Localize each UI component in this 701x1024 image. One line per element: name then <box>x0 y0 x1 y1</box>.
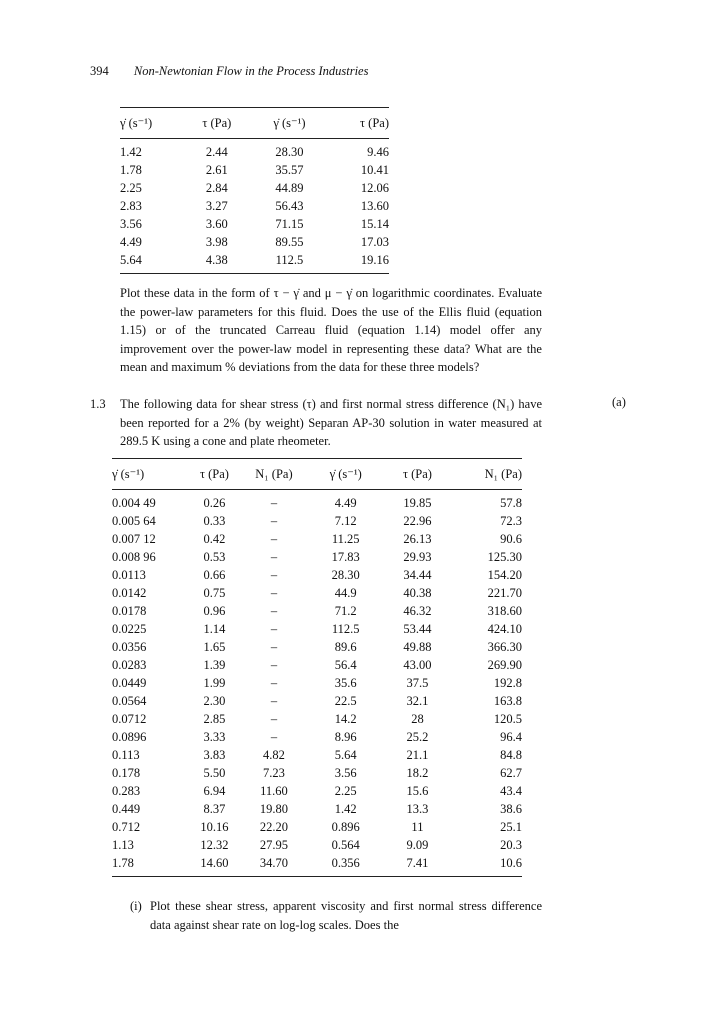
table-row <box>120 215 389 233</box>
table-cell: 8.37 <box>203 802 226 816</box>
table-cell: 0.75 <box>203 586 226 600</box>
table-cell: 10.41 <box>360 163 389 177</box>
table-cell: 0.66 <box>203 568 226 582</box>
table-cell: 5.50 <box>203 766 226 780</box>
table-row <box>112 620 522 638</box>
table-row <box>120 197 389 215</box>
table-cell: 120.5 <box>493 712 522 726</box>
table-row <box>112 584 522 602</box>
table-row <box>120 179 389 197</box>
table-cell: 37.5 <box>406 676 429 690</box>
table-cell: 3.27 <box>205 199 228 213</box>
table-cell: 2.30 <box>203 694 226 708</box>
table-cell: 0.0113 <box>112 568 146 582</box>
table-cell: 0.0178 <box>112 604 147 618</box>
table-cell: 5.64 <box>334 748 357 762</box>
table-cell: 2.61 <box>205 163 228 177</box>
table-cell: 43.00 <box>403 658 432 672</box>
table-cell: 53.44 <box>403 622 432 636</box>
table-cell: 3.56 <box>120 217 142 231</box>
table-cell: 2.25 <box>120 181 142 195</box>
table-cell: 1.42 <box>120 145 142 159</box>
table-cell: 2.85 <box>203 712 226 726</box>
table-cell: – <box>270 730 278 744</box>
table-cell: 0.449 <box>112 802 141 816</box>
table-cell: 11.25 <box>331 532 360 546</box>
table-row <box>112 836 522 854</box>
table-cell: 6.94 <box>203 784 226 798</box>
table-row <box>112 728 522 746</box>
table-cell: 2.83 <box>120 199 142 213</box>
part-i-text: Plot these shear stress, apparent viscosity and first normal stress difference data against shear rate on log-log scales. Does the <box>150 899 542 932</box>
col-header: τ (Pa) <box>186 459 243 490</box>
table-row <box>112 512 522 530</box>
table-cell: 13.60 <box>360 199 389 213</box>
table-cell: 19.80 <box>259 802 288 816</box>
table-cell: 0.113 <box>112 748 140 762</box>
table-cell: 0.178 <box>112 766 141 780</box>
problem-number: 1.3 <box>90 397 106 411</box>
table-cell: 0.712 <box>112 820 141 834</box>
table-row <box>112 602 522 620</box>
table-cell: 0.356 <box>331 856 360 870</box>
problem-1-3 <box>90 395 542 451</box>
col-header: γ̇ (s⁻¹) <box>112 459 186 490</box>
table-cell: 11 <box>411 820 424 834</box>
table-cell: 12.06 <box>360 181 389 195</box>
table-cell: 25.1 <box>500 820 522 834</box>
table-cell: 44.9 <box>334 586 357 600</box>
table-cell: 35.57 <box>275 163 304 177</box>
table-cell: 49.88 <box>403 640 432 654</box>
table-row <box>112 566 522 584</box>
col-header: τ (Pa) <box>179 108 254 139</box>
table-cell: – <box>270 712 278 726</box>
table-cell: 0.0449 <box>112 676 147 690</box>
table-cell: 15.14 <box>360 217 389 231</box>
table-cell: 3.98 <box>205 235 228 249</box>
table-cell: 4.82 <box>263 748 285 762</box>
table-cell: 32.1 <box>406 694 429 708</box>
table-cell: 0.005 64 <box>112 514 156 528</box>
table-cell: 7.12 <box>334 514 357 528</box>
col-header: γ̇ (s⁻¹) <box>120 108 179 139</box>
table-cell: 10.16 <box>200 820 229 834</box>
table-cell: – <box>270 676 278 690</box>
table-cell: 46.32 <box>403 604 432 618</box>
table-cell: 0.564 <box>331 838 360 852</box>
table-cell: – <box>270 694 278 708</box>
table-cell: 22.20 <box>259 820 288 834</box>
table-cell: 0.004 49 <box>112 496 156 510</box>
table-cell: 20.3 <box>500 838 522 852</box>
table-2-body <box>112 490 522 877</box>
data-table-2 <box>112 458 522 877</box>
table-cell: 19.16 <box>360 253 389 267</box>
table-cell: 3.60 <box>205 217 228 231</box>
running-title: Non-Newtonian Flow in the Process Industries <box>133 64 369 78</box>
col-header: γ̇ (s⁻¹) <box>305 459 387 490</box>
table-cell: – <box>270 514 278 528</box>
table-cell: 9.46 <box>367 145 389 159</box>
table-cell: 44.89 <box>275 181 304 195</box>
table-cell: 14.2 <box>334 712 357 726</box>
table-cell: 112.5 <box>331 622 360 636</box>
table-row <box>112 674 522 692</box>
table-cell: 84.8 <box>500 748 522 762</box>
table-cell: 62.7 <box>500 766 522 780</box>
table-row <box>120 161 389 179</box>
table-cell: 19.85 <box>403 496 432 510</box>
table-cell: – <box>270 586 278 600</box>
table-cell: 43.4 <box>500 784 522 798</box>
table-cell: 0.0564 <box>112 694 147 708</box>
table-cell: 0.0283 <box>112 658 147 672</box>
table-row <box>112 692 522 710</box>
table-cell: 28.30 <box>331 568 360 582</box>
table-cell: 1.78 <box>120 163 142 177</box>
problem-text: The following data for shear stress (τ) and first normal stress difference (N₁) have been reported for a 2% (by weight) Separan AP-30 solution in water measured at 289.5 K using a cone and plate rheometer. <box>120 397 542 449</box>
table-row <box>120 139 389 162</box>
table-cell: 71.15 <box>275 217 304 231</box>
part-i-label: (i) <box>130 899 142 913</box>
table-cell: 0.0142 <box>112 586 147 600</box>
table-cell: – <box>270 496 278 510</box>
table-cell: 72.3 <box>500 514 522 528</box>
table-cell: 35.6 <box>334 676 357 690</box>
table-row <box>112 800 522 818</box>
data-table-1 <box>120 107 389 274</box>
table-cell: 22.96 <box>403 514 432 528</box>
table-cell: 4.49 <box>334 496 357 510</box>
table-cell: 26.13 <box>403 532 432 546</box>
table-row <box>112 490 522 513</box>
page-number: 394 <box>90 64 109 78</box>
table-cell: 5.64 <box>120 253 142 267</box>
table-cell: 0.0225 <box>112 622 147 636</box>
table-cell: 34.44 <box>403 568 432 582</box>
col-header: γ̇ (s⁻¹) <box>254 108 324 139</box>
table-cell: 96.4 <box>500 730 522 744</box>
table-cell: 4.38 <box>205 253 228 267</box>
table-cell: 0.96 <box>203 604 226 618</box>
table-cell: 1.42 <box>334 802 357 816</box>
table-cell: 13.3 <box>406 802 429 816</box>
table-cell: 3.33 <box>203 730 226 744</box>
table-cell: 0.26 <box>203 496 226 510</box>
table-cell: 0.283 <box>112 784 141 798</box>
table-cell: 4.49 <box>120 235 142 249</box>
table-cell: 7.23 <box>263 766 285 780</box>
table-cell: 1.14 <box>203 622 226 636</box>
table-cell: 221.70 <box>487 586 522 600</box>
table-cell: 3.83 <box>203 748 226 762</box>
col-header: τ (Pa) <box>387 459 449 490</box>
table-cell: 28 <box>411 712 424 726</box>
table-cell: 0.33 <box>203 514 226 528</box>
table-cell: 0.0356 <box>112 640 147 654</box>
table-cell: 0.896 <box>331 820 360 834</box>
table-cell: 15.6 <box>406 784 429 798</box>
table-cell: 38.6 <box>500 802 522 816</box>
table-cell: 28.30 <box>275 145 304 159</box>
part-i <box>130 897 542 934</box>
table-cell: 269.90 <box>487 658 522 672</box>
table-cell: 71.2 <box>334 604 357 618</box>
table-cell: – <box>270 604 278 618</box>
table-cell: 8.96 <box>334 730 357 744</box>
table-cell: 29.93 <box>403 550 432 564</box>
table-cell: 163.8 <box>493 694 522 708</box>
table-cell: 17.83 <box>331 550 360 564</box>
table-cell: 318.60 <box>487 604 522 618</box>
table-cell: 12.32 <box>200 838 229 852</box>
problem-1-2-text: Plot these data in the form of τ − γ̇ and μ − γ̇ on logarithmic coordinates. Evaluate the power-law parameters for this fluid. Does the use of the Ellis fluid (equation 1.15) or of the truncated Carreau fluid (equation 1.14) model offer any improvement over the power-law model in representing these data? What are the mean and maximum % deviations from the data for these three models? <box>120 286 542 375</box>
table-cell: 10.6 <box>500 856 522 870</box>
table-cell: 424.10 <box>487 622 522 636</box>
table-cell: 1.65 <box>203 640 226 654</box>
table-cell: 1.13 <box>112 838 134 852</box>
table-cell: 112.5 <box>275 253 304 267</box>
table-cell: – <box>270 550 278 564</box>
table-row <box>112 638 522 656</box>
table-cell: 2.44 <box>205 145 228 159</box>
table-cell: 14.60 <box>200 856 229 870</box>
table-cell: 27.95 <box>259 838 288 852</box>
table-cell: 366.30 <box>487 640 522 654</box>
table-cell: 11.60 <box>260 784 288 798</box>
table-cell: 9.09 <box>406 838 429 852</box>
table-cell: 56.4 <box>334 658 357 672</box>
table-cell: – <box>270 658 278 672</box>
table-cell: 0.0896 <box>112 730 147 744</box>
table-row <box>112 530 522 548</box>
table-cell: 56.43 <box>275 199 304 213</box>
table-cell: 0.007 12 <box>112 532 156 546</box>
table-cell: 57.8 <box>500 496 522 510</box>
table-row <box>120 233 389 251</box>
table-cell: 2.25 <box>334 784 357 798</box>
table-cell: – <box>270 568 278 582</box>
table-cell: 25.2 <box>406 730 429 744</box>
table-1-body <box>120 139 389 274</box>
table-cell: 154.20 <box>487 568 522 582</box>
col-header: N₁ (Pa) <box>448 459 522 490</box>
table-cell: – <box>270 622 278 636</box>
table-cell: 40.38 <box>403 586 432 600</box>
table-row <box>112 854 522 877</box>
table-row <box>112 710 522 728</box>
table-row <box>112 548 522 566</box>
table-cell: 21.1 <box>406 748 429 762</box>
table-cell: 17.03 <box>360 235 389 249</box>
table-cell: 0.42 <box>203 532 226 546</box>
table-cell: – <box>270 532 278 546</box>
table-row <box>112 656 522 674</box>
table-row <box>112 818 522 836</box>
table-cell: 7.41 <box>406 856 429 870</box>
table-cell: 89.6 <box>334 640 357 654</box>
table-row <box>120 251 389 274</box>
col-header: τ (Pa) <box>324 108 389 139</box>
table-cell: 0.53 <box>203 550 226 564</box>
table-cell: 125.30 <box>487 550 522 564</box>
running-header <box>90 64 368 79</box>
table-cell: 34.70 <box>259 856 288 870</box>
table-cell: 90.6 <box>500 532 522 546</box>
part-label: (a) <box>612 395 626 409</box>
table-cell: 1.99 <box>203 676 226 690</box>
table-cell: 22.5 <box>334 694 357 708</box>
table-cell: 192.8 <box>493 676 522 690</box>
table-row <box>112 782 522 800</box>
table-cell: 1.39 <box>203 658 226 672</box>
table-cell: 18.2 <box>406 766 429 780</box>
table-cell: 0.008 96 <box>112 550 156 564</box>
table-cell: 1.78 <box>112 856 134 870</box>
table-cell: 2.84 <box>205 181 228 195</box>
table-cell: – <box>270 640 278 654</box>
table-row <box>112 764 522 782</box>
table-row <box>112 746 522 764</box>
table-cell: 3.56 <box>334 766 357 780</box>
table-cell: 0.0712 <box>112 712 147 726</box>
col-header: N₁ (Pa) <box>243 459 305 490</box>
table-cell: 89.55 <box>275 235 304 249</box>
